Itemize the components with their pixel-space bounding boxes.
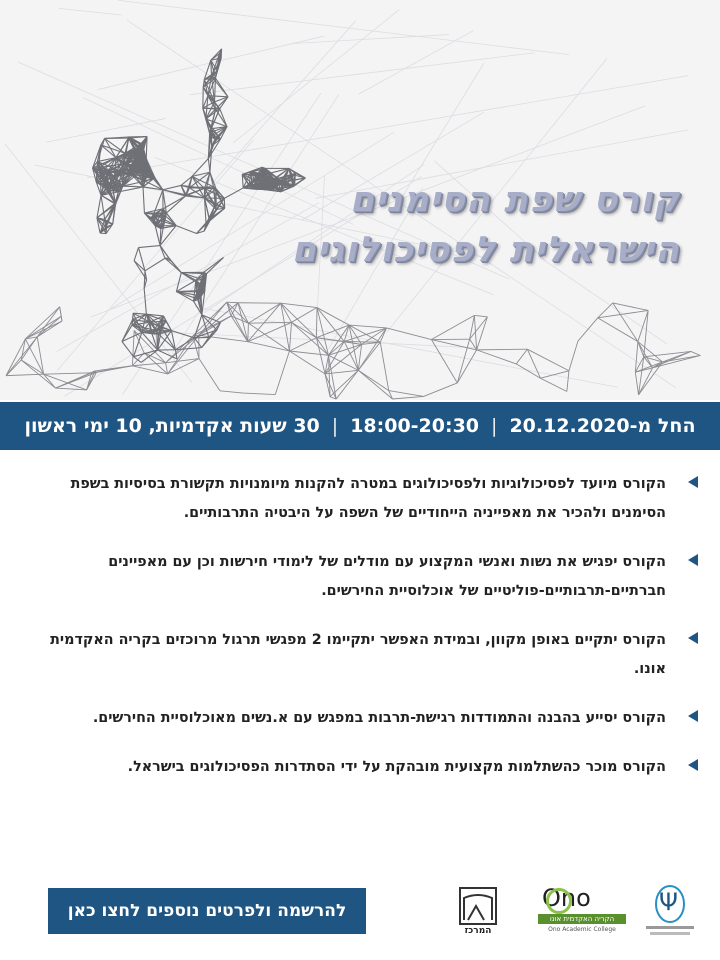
banner-separator: | [331,415,339,437]
psy-logo-caption-line [646,926,694,929]
merkaz-logo [454,886,502,938]
list-item [38,470,698,528]
ono-logo-mark: Ono [542,884,591,912]
banner-start-date: החל מ-20.12.2020 [509,415,696,437]
list-item-text: הקורס יסייע בהבנה והתמודדות רגישת-תרבות במפגש עם א.נשים מאוכלוסיית החירשים. [92,710,666,726]
course-title-line-2: הישראלית לפסיכולוגים [291,230,680,270]
hero-section [0,0,720,400]
merkaz-logo-text: המרכז [464,926,492,936]
bullet-arrow-icon [688,710,698,722]
course-title-line-1: קורס שפת הסימנים [349,180,680,220]
bullet-arrow-icon [688,554,698,566]
list-item [38,626,698,684]
list-item-text: הקורס יפגיש את נשות ואנשי המקצוע עם מודלים של לימודי חירשות וכן עם מאפיינים חברתיים-תרבותיים-פוליטיים של אוכלוסיית החירשים. [108,554,666,599]
course-info-banner [0,402,720,450]
psychological-association-logo [640,884,700,938]
list-item [38,753,698,782]
ono-logo-english: Ono Academic College [548,926,616,933]
list-item-text: הקורס מיועד לפסיכולוגיות ולפסיכולוגים במטרה להקנות מיומנויות תקשורת בסיסיות בשפת הסימנים ולהכיר את מאפייניה הייחודיים של השפה על היבטיה התרבותיים. [70,476,666,521]
ono-logo-hebrew: הקריה האקדמית אונו [538,914,626,924]
ono-college-logo [538,884,626,938]
register-button[interactable]: להרשמה ולפרטים נוספים לחצו כאן [48,888,366,934]
list-item [38,704,698,733]
list-item-text: הקורס מוכר כהשתלמות מקצועית מובהקת על ידי הסתדרות הפסיכולוגים בישראל. [127,759,666,775]
list-item [38,548,698,606]
psy-logo-caption-line [650,932,690,935]
bullet-arrow-icon [688,759,698,771]
ono-ring-icon [546,888,572,914]
list-item-text: הקורס יתקיים באופן מקוון, ובמידת האפשר יתקיימו 2 מפגשי תרגול מרוכזים בקריה האקדמית אונו. [50,632,666,677]
banner-separator: | [491,415,498,437]
bullet-arrow-icon [688,476,698,488]
bullet-arrow-icon [688,632,698,644]
psi-icon: Ψ [659,888,678,916]
banner-hours: 30 שעות אקדמיות, 10 ימי ראשון [24,415,320,437]
banner-time: 18:00-20:30 [350,415,480,437]
course-details-list [38,470,698,802]
